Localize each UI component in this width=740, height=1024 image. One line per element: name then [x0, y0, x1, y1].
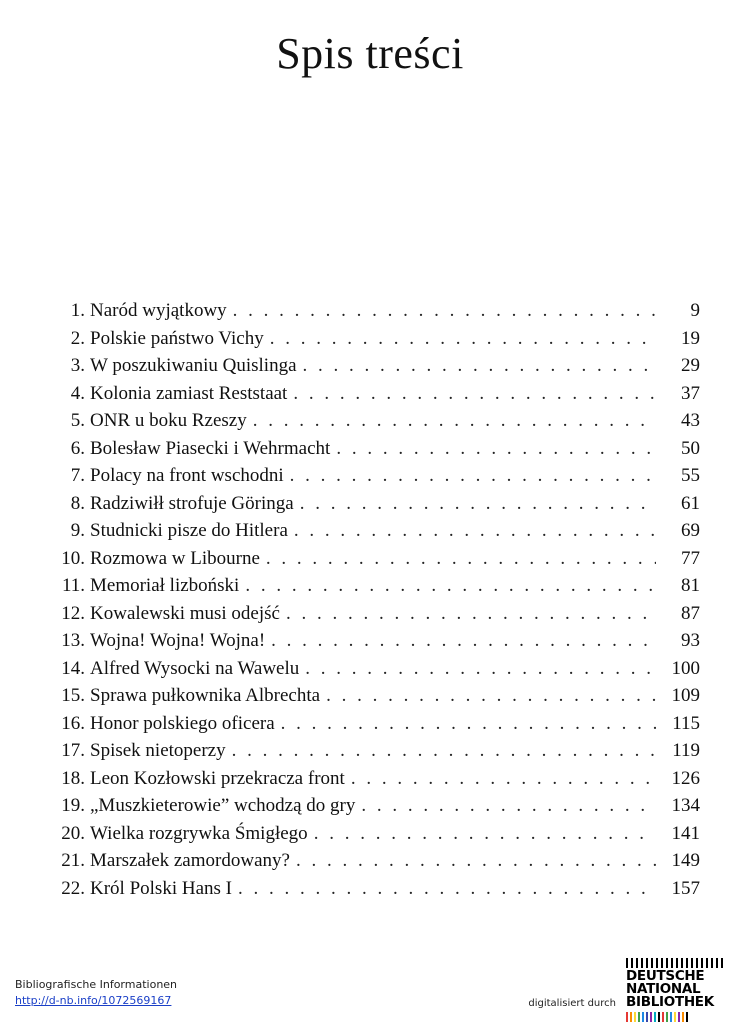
toc-entry-number: 8.	[70, 492, 85, 514]
bibliographic-info-link[interactable]: http://d-nb.info/1072569167	[15, 994, 172, 1007]
toc-entry	[40, 297, 700, 325]
toc-entry	[40, 875, 700, 903]
page-title: Spis treści	[276, 29, 464, 78]
toc-entry	[40, 847, 700, 875]
toc-entry-leader-dots	[294, 517, 656, 545]
toc-entry	[40, 490, 700, 518]
toc-entry	[40, 600, 700, 628]
toc-entry-title: ONR u boku Rzeszy	[90, 410, 247, 431]
dnb-logo-color-bar	[674, 1012, 676, 1022]
toc-entry-title: Leon Kozłowski przekracza front	[90, 767, 345, 789]
toc-entry-title: Kolonia zamiast Reststaat	[90, 382, 288, 404]
dnb-logo-color-bar	[666, 1012, 668, 1022]
toc-entry-page-number: 149	[671, 850, 700, 871]
toc-entry-number: 13.	[61, 630, 85, 651]
toc-entry-number: 7.	[70, 465, 85, 486]
toc-entry-number: 20.	[61, 822, 85, 844]
toc-entry-leader-dots	[303, 352, 656, 380]
toc-entry-page-number: 69	[681, 520, 700, 541]
toc-entry-number: 22.	[61, 877, 85, 899]
toc-entry-leader-dots	[271, 627, 656, 655]
toc-entry-title: Marszałek zamordowany?	[90, 850, 290, 871]
toc-entry-leader-dots	[290, 462, 656, 490]
toc-entry	[40, 655, 700, 683]
toc-entry-leader-dots	[326, 682, 656, 710]
toc-entry-page-number: 29	[681, 355, 700, 376]
toc-entry-leader-dots	[233, 297, 656, 325]
toc-entry	[40, 407, 700, 435]
toc-entry-number: 10.	[61, 547, 85, 569]
dnb-logo-color-bar	[646, 1012, 648, 1022]
toc-entry	[40, 545, 700, 573]
toc-entry-page-number: 93	[681, 630, 700, 651]
toc-entry-leader-dots	[281, 710, 656, 738]
dnb-logo-color-bar	[658, 1012, 660, 1022]
dnb-logo-color-bar	[662, 1012, 664, 1022]
toc-entry	[40, 627, 700, 655]
toc-entry-page-number: 115	[672, 712, 700, 734]
dnb-logo	[626, 958, 726, 1022]
dnb-logo-color-bar	[670, 1012, 672, 1022]
dnb-logo-color-bar	[634, 1012, 636, 1022]
toc-entry-title: W poszukiwaniu Quislinga	[90, 355, 297, 376]
toc-entry-title: Sprawa pułkownika Albrechta	[90, 685, 321, 706]
toc-entry	[40, 325, 700, 353]
toc-entry-leader-dots	[305, 655, 656, 683]
toc-entry-leader-dots	[300, 490, 656, 518]
toc-entry-leader-dots	[232, 737, 656, 765]
toc-entry-title: Alfred Wysocki na Wawelu	[90, 657, 300, 679]
toc-entry-title: Rozmowa w Libourne	[90, 547, 260, 569]
toc-entry-number: 4.	[70, 382, 85, 404]
dnb-logo-color-bar	[686, 1012, 688, 1022]
toc-entry-page-number: 141	[671, 822, 700, 844]
toc-entry-title: Memoriał lizboński	[90, 575, 240, 596]
toc-entry-leader-dots	[266, 545, 656, 573]
toc-entry-leader-dots	[351, 765, 656, 793]
toc-entry-leader-dots	[293, 380, 656, 408]
dnb-logo-line: NATIONAL	[626, 981, 701, 997]
toc-entry-title: Kowalewski musi odejść	[90, 602, 280, 624]
toc-entry-number: 9.	[70, 520, 85, 541]
toc-entry-page-number: 157	[671, 877, 700, 899]
dnb-logo-color-bar	[638, 1012, 640, 1022]
toc-entry-leader-dots	[286, 600, 656, 628]
toc-entry-number: 6.	[70, 437, 85, 459]
toc-entry-page-number: 81	[681, 575, 700, 596]
toc-entry-page-number: 126	[671, 767, 700, 789]
dnb-logo-color-bar	[626, 1012, 628, 1022]
toc-entry-title: Król Polski Hans I	[90, 877, 232, 899]
dnb-logo-color-bar	[630, 1012, 632, 1022]
digitization-credit	[528, 958, 726, 1022]
toc-entry-leader-dots	[296, 847, 656, 875]
dnb-logo-line: BIBLIOTHEK	[626, 994, 714, 1010]
toc-entry-title: Polskie państwo Vichy	[90, 327, 264, 349]
toc-entry-number: 3.	[70, 355, 85, 376]
toc-entry-title: „Muszkieterowie” wchodzą do gry	[90, 795, 356, 816]
toc-entry-number: 5.	[70, 410, 85, 431]
toc-entry	[40, 435, 700, 463]
toc-entry-page-number: 19	[681, 327, 700, 349]
toc-entry-page-number: 61	[681, 492, 700, 514]
toc-entry	[40, 682, 700, 710]
toc-entry-number: 15.	[61, 685, 85, 706]
toc-entry-number: 12.	[61, 602, 85, 624]
toc-entry-title: Radziwiłł strofuje Göringa	[90, 492, 294, 514]
toc-entry-number: 17.	[61, 740, 85, 761]
toc-entry-page-number: 50	[681, 437, 700, 459]
toc-entry-title: Honor polskiego oficera	[90, 712, 275, 734]
toc-entry	[40, 765, 700, 793]
toc-entry	[40, 710, 700, 738]
dnb-logo-color-bar	[650, 1012, 652, 1022]
bibliographic-info	[15, 977, 177, 1009]
dnb-logo-text	[626, 970, 714, 1009]
toc-entry-page-number: 134	[671, 795, 700, 816]
dnb-logo-line: DEUTSCHE	[626, 968, 705, 984]
toc-entry-page-number: 9	[690, 300, 700, 321]
toc-entry-leader-dots	[253, 407, 656, 435]
toc-entry-title: Studnicki pisze do Hitlera	[90, 520, 288, 541]
toc-entry-number: 11.	[61, 575, 85, 596]
toc-entry-number: 1.	[70, 300, 85, 321]
dnb-logo-stripes	[626, 958, 726, 968]
toc-entry-number: 2.	[70, 327, 85, 349]
toc-entry-number: 14.	[61, 657, 85, 679]
toc-entry	[40, 462, 700, 490]
toc-entry	[40, 517, 700, 545]
toc-entry-page-number: 109	[671, 685, 700, 706]
toc-entry-page-number: 119	[672, 740, 700, 761]
bibliographic-info-label: Bibliografische Informationen	[15, 978, 178, 991]
toc-entry-leader-dots	[245, 572, 656, 600]
toc-entry	[40, 352, 700, 380]
toc-entry-title: Naród wyjątkowy	[90, 300, 227, 321]
toc-entry-leader-dots	[270, 325, 656, 353]
toc-entry	[40, 572, 700, 600]
toc-entry	[40, 380, 700, 408]
toc-entry-leader-dots	[361, 792, 656, 820]
toc-entry	[40, 820, 700, 848]
dnb-logo-color-bars	[626, 1012, 726, 1022]
toc-entry-title: Bolesław Piasecki i Wehrmacht	[90, 437, 331, 459]
toc-entry-number: 16.	[61, 712, 85, 734]
toc-entry-title: Polacy na front wschodni	[90, 465, 284, 486]
toc-entry-page-number: 77	[681, 547, 700, 569]
toc-entry-number: 21.	[61, 850, 85, 871]
toc-entry-leader-dots	[238, 875, 656, 903]
toc-entry	[40, 792, 700, 820]
toc-entry-leader-dots	[314, 820, 656, 848]
toc-entry-title: Spisek nietoperzy	[90, 740, 226, 761]
table-of-contents	[40, 297, 700, 902]
toc-entry-number: 18.	[61, 767, 85, 789]
toc-entry-leader-dots	[336, 435, 656, 463]
toc-entry-title: Wojna! Wojna! Wojna!	[90, 630, 266, 651]
toc-entry-page-number: 37	[681, 382, 700, 404]
toc-entry-page-number: 87	[681, 602, 700, 624]
digitized-by-label: digitalisiert durch	[528, 997, 616, 1009]
toc-entry-page-number: 55	[681, 465, 700, 486]
toc-entry-title: Wielka rozgrywka Śmigłego	[90, 822, 308, 844]
toc-entry-number: 19.	[61, 795, 85, 816]
dnb-logo-color-bar	[642, 1012, 644, 1022]
dnb-logo-color-bar	[682, 1012, 684, 1022]
dnb-logo-color-bar	[654, 1012, 656, 1022]
toc-entry	[40, 737, 700, 765]
toc-entry-page-number: 100	[671, 657, 700, 679]
dnb-logo-color-bar	[678, 1012, 680, 1022]
toc-entry-page-number: 43	[681, 410, 700, 431]
